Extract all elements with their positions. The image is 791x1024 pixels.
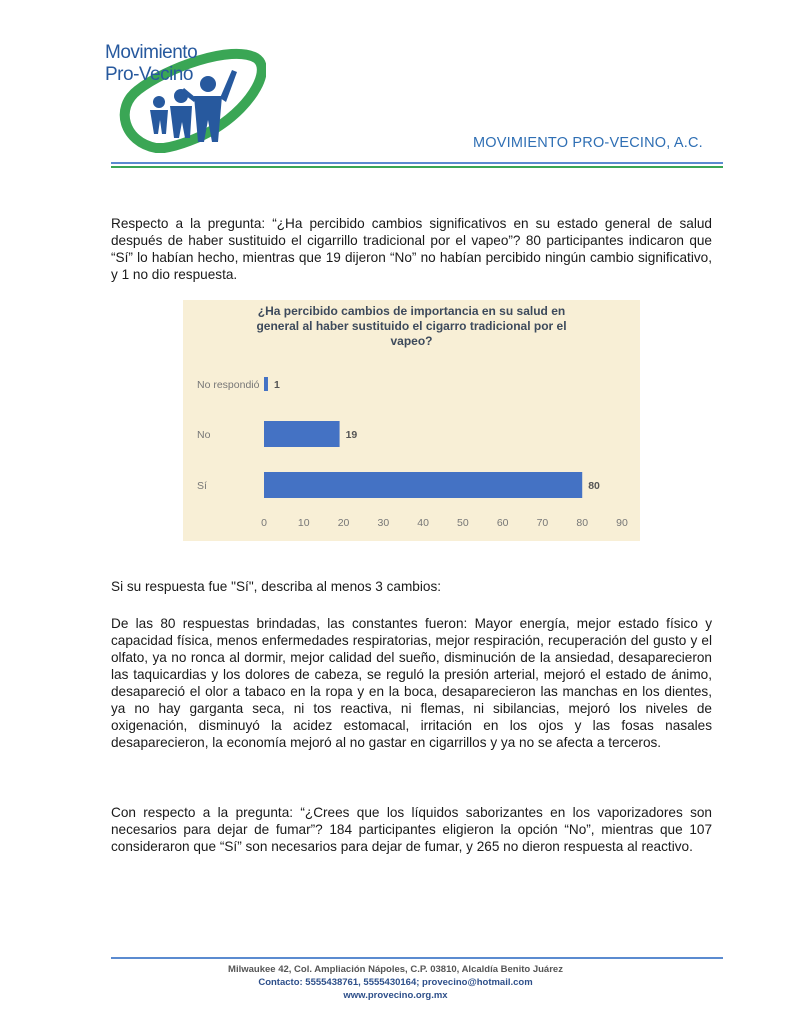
- footer-website: www.provecino.org.mx: [343, 990, 448, 1001]
- header-rule-top: [111, 162, 723, 164]
- paragraph-1: Respecto a la pregunta: “¿Ha percibido cambios significativos en su estado general de salud después de haber sustituido el cigarrillo tradicional por el vapeo”? 80 participantes indicaron que “Sí” lo habían hecho, mientras que 19 dijeron “No” no habían percibido ningún cambio significativo, y 1 no dio respuesta.: [111, 216, 712, 282]
- organization-name: MOVIMIENTO PRO-VECINO, A.C.: [473, 135, 703, 151]
- chart-title-line: ¿Ha percibido cambios de importancia en su salud en: [257, 304, 566, 318]
- data-label: 19: [345, 429, 358, 441]
- data-label: 80: [588, 480, 600, 492]
- paragraph-2: Si su respuesta fue "Sí", describa al menos 3 cambios:: [111, 579, 442, 594]
- footer-rule: [111, 957, 723, 959]
- bar: [264, 377, 268, 391]
- bar: [264, 472, 582, 498]
- logo: [104, 30, 266, 158]
- x-tick-label: 90: [616, 517, 628, 529]
- paragraph-4: Con respecto a la pregunta: “¿Crees que los líquidos saborizantes en los vaporizadores son necesarios para dejar de fumar”? 184 participantes eligieron la opción “No”, mientras que 107 consideraron que “Sí” son necesarios para dejar de fumar, y 265 no dieron respuesta al reactivo.: [111, 805, 712, 854]
- logo-text-line2: Pro-Vecino: [105, 64, 193, 85]
- header-rule-bottom: [111, 166, 723, 168]
- x-tick-label: 20: [337, 517, 350, 529]
- paragraph-3: De las 80 respuestas brindadas, las constantes fueron: Mayor energía, mejor estado físico y capacidad física, menos enfermedades respiratorias, mejor respiración, recuperación del gusto y el olfato, ya no ronca al dormir, mejor calidad del sueño, disminución de la ansiedad, desaparecieron las taquicardias y los dolores de cabeza, se reguló la presión arterial, mejoró el estado de ánimo, desapareció el olor a tabaco en la ropa y en la boca, desaparecieron las manchas en los dientes, ya no hay garganta seca, ni tos reactiva, ni flemas, ni sibilancias, mejoró los niveles de oxigenación, disminuyó la acidez estomacal, irritación en los ojos y las fosas nasales desaparecieron, la economía mejoró al no gastar en cigarrillos y ya no se afecta a terceros.: [111, 616, 712, 750]
- chart-title-line: general al haber sustituido el cigarro tradicional por el: [256, 319, 567, 333]
- chart-title-line: vapeo?: [390, 334, 433, 348]
- category-label: No: [197, 429, 211, 441]
- x-tick-label: 50: [457, 517, 469, 529]
- bar: [264, 421, 340, 447]
- x-tick-label: 40: [417, 517, 429, 529]
- x-tick-label: 80: [576, 517, 589, 529]
- data-label: 1: [273, 379, 280, 391]
- x-tick-label: 10: [297, 517, 310, 529]
- category-label: No respondió: [197, 379, 260, 391]
- chart-plot: [183, 300, 640, 541]
- category-label: Sí: [197, 480, 207, 492]
- bar-chart: [183, 300, 640, 541]
- footer-address: Milwaukee 42, Col. Ampliación Nápoles, C.P. 03810, Alcaldía Benito Juárez: [228, 964, 563, 975]
- logo-text-line1: Movimiento: [105, 42, 198, 63]
- x-tick-label: 0: [261, 517, 267, 529]
- footer-contact: Contacto: 5555438761, 5555430164; provecino@hotmail.com: [258, 977, 533, 988]
- x-tick-label: 60: [496, 517, 509, 529]
- x-tick-label: 70: [536, 517, 549, 529]
- x-tick-label: 30: [377, 517, 390, 529]
